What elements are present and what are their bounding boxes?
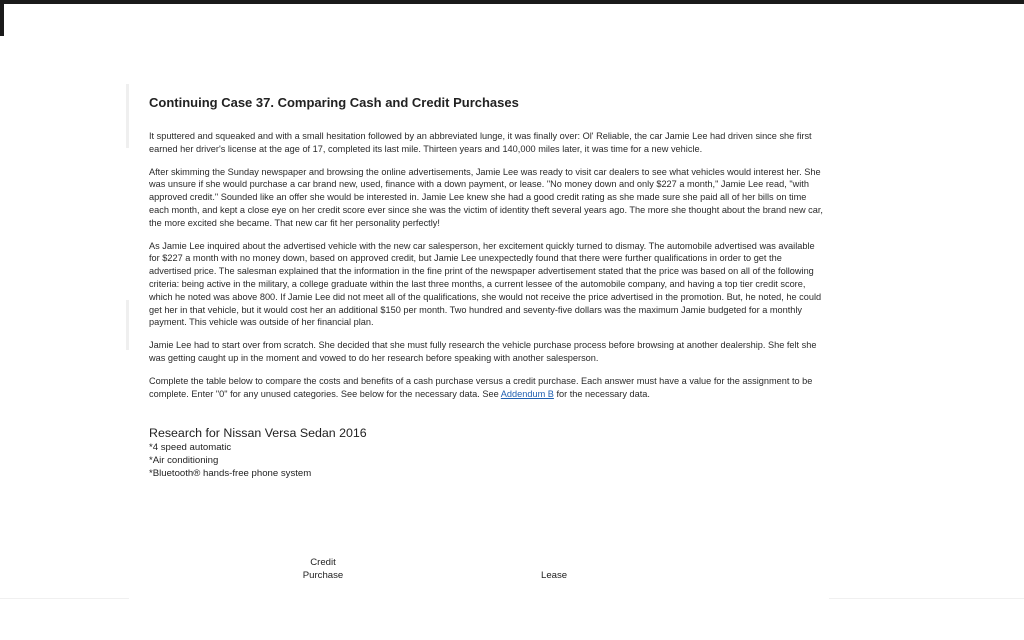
top-bar (0, 0, 1024, 4)
paragraph-3: As Jamie Lee inquired about the advertised vehicle with the new car salesperson, her excitement quickly turned to dismay. The automobile advertised was available for $227 a month with no money down, based on approved credit, but Jamie Lee unexpectedly found that there were further qualifications in order to get the advertised price. The salesman explained that the information in the fine print of the newspaper advertisement stated that the price was based on all of the following criteria: being active in the military, a college graduate within the last three months, a current lessee of the automobile company, and having a top tier credit score, which he noted was above 800. If Jamie Lee did not meet all of the qualifications, she would not receive the price advertised in the promotion. But, he noted, he could get her in that vehicle, but it would cost her an additional $150 per month. Two hundred and seventy-five dollars was the maximum Jamie budgeted for a monthly payment. This vehicle was outside of her financial plan. (149, 240, 822, 328)
instructions-paragraph (149, 375, 824, 401)
addendum-b-link[interactable]: Addendum B (500, 388, 554, 399)
panel-edge-tick (126, 84, 129, 148)
document-content (149, 95, 824, 481)
instructions-text-start: Complete the table below to compare the costs and benefits of a cash purchase versus a credit purchase. Each answer must have a value for the assignment to be complete. Enter "0" for any unused categories. See below for the necessary data. See (149, 375, 813, 399)
feature-item: *Bluetooth® hands-free phone system (149, 467, 312, 479)
panel-edge-tick (126, 300, 129, 350)
feature-item: *4 speed automatic (149, 442, 232, 454)
credit-header-line-2: Purchase (302, 569, 344, 581)
credit-purchase-column-header (300, 557, 346, 583)
paragraph-2: After skimming the Sunday newspaper and browsing the online advertisements, Jamie Lee was ready to visit car dealers to see what vehicles would interest her. She was unsure if she would purchase a car brand new, used, finance with a down payment, or lease. "No money down and only $227 a month," Jamie Lee read, "with approved credit." Sounded like an offer she would be interested in. Jamie Lee knew she had a good credit rating as she made sure she paid all of her bills on time each month, and kept a close eye on her credit score ever since she was the victim of identity theft several years ago. The more she thought about the brand new car, the more excited she became. That new car fit her personality perfectly! (149, 166, 823, 228)
paragraph-1: It sputtered and squeaked and with a small hesitation followed by an abbreviated lunge, it was finally over: Ol' Reliable, the car Jamie Lee had driven since she first earned her driver's license at the age of 17, completed its last mile. Thirteen years and 140,000 miles later, it was time for a new vehicle. (149, 131, 812, 154)
credit-header-line-1: Credit (310, 557, 336, 568)
lease-column-header: Lease (541, 570, 568, 581)
research-title: Research for Nissan Versa Sedan 2016 (149, 426, 367, 441)
feature-item: *Air conditioning (149, 455, 219, 467)
left-edge-mark (0, 0, 4, 36)
page-title: Continuing Case 37. Comparing Cash and Credit Purchases (149, 95, 519, 110)
paragraph-4: Jamie Lee had to start over from scratch. She decided that she must fully research the vehicle purchase process before browsing at another dealership. She felt she was getting caught up in the moment and vowed to do her research before speaking with another salesperson. (149, 340, 817, 363)
instructions-text-end: for the necessary data. (553, 388, 650, 399)
